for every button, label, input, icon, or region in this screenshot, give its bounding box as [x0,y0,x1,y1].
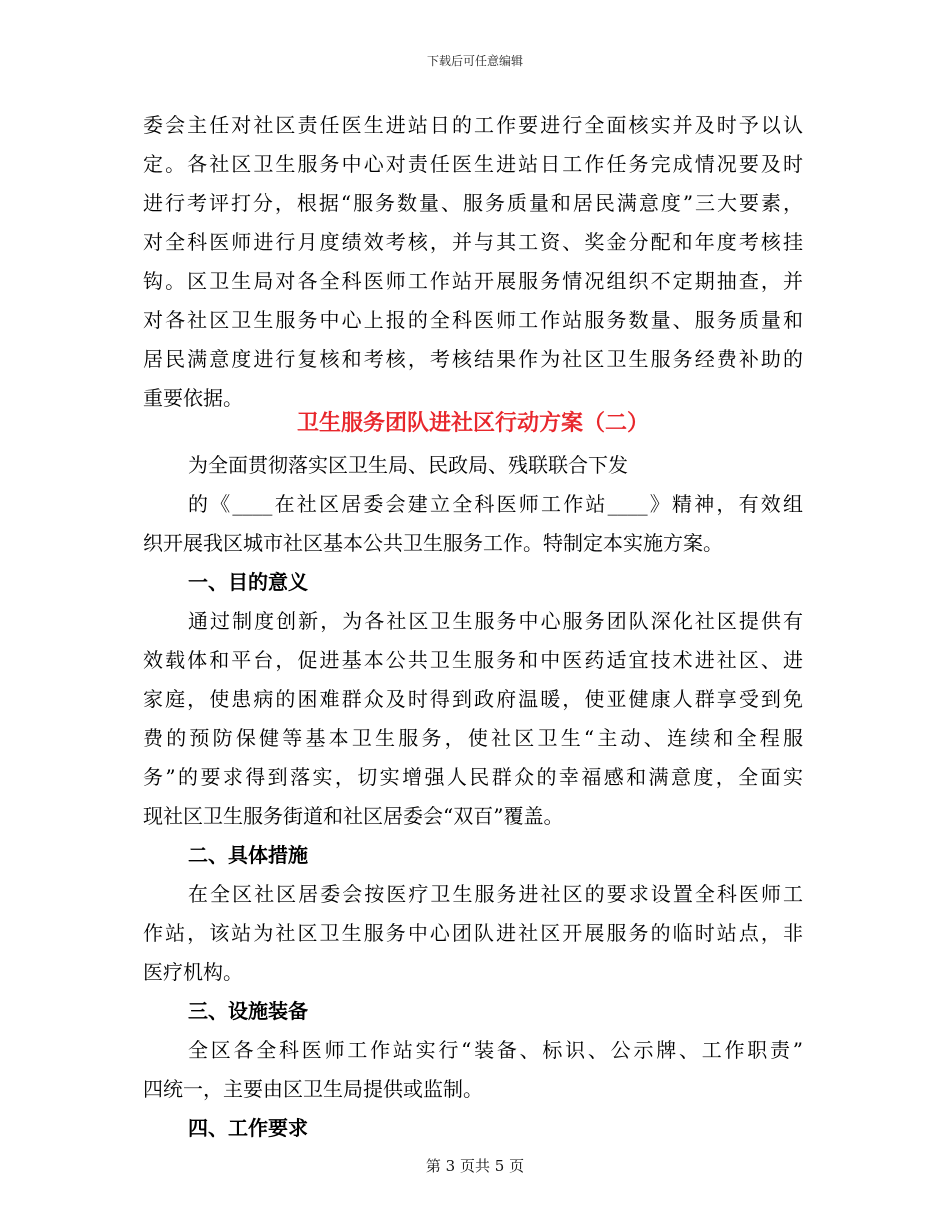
text-line: 的《____在社区居委会建立全科医师工作站____》精神，有效组 [188,492,803,516]
text-line: 现社区卫生服务街道和社区居委会“双百”覆盖。 [143,804,564,828]
text-line: 钩。区卫生局对各全科医师工作站开展服务情况组织不定期抽查，并 [143,269,803,293]
section-heading: 一、目的意义 [188,570,308,594]
text-line: 重要依据。 [143,386,243,410]
text-line: 进行考评打分，根据“服务数量、服务质量和居民满意度”三大要素， [143,191,803,215]
page-header: 下载后可任意编辑 [426,54,523,68]
text-line: 定。各社区卫生服务中心对责任医生进站日工作任务完成情况要及时 [143,152,803,176]
text-line: 对全科医师进行月度绩效考核，并与其工资、奖金分配和年度考核挂 [143,230,803,254]
document-title: 卫生服务团队进社区行动方案（二） [296,410,649,436]
text-line: 务”的要求得到落实，切实增强人民群众的幸福感和满意度，全面实 [143,765,803,789]
text-line: 家庭，使患病的困难群众及时得到政府温暖，使亚健康人群享受到免 [143,687,803,711]
text-line: 医疗机构。 [143,960,243,984]
text-line: 四统一，主要由区卫生局提供或监制。 [143,1077,483,1101]
text-line: 委会主任对社区责任医生进站日的工作要进行全面核实并及时予以认 [143,113,803,137]
section-heading: 四、工作要求 [188,1116,308,1140]
text-line: 对各社区卫生服务中心上报的全科医师工作站服务数量、服务质量和 [143,308,803,332]
text-line: 在全区社区居委会按医疗卫生服务进社区的要求设置全科医师工 [188,882,803,906]
section-heading: 三、设施装备 [188,999,308,1023]
text-line: 织开展我区城市社区基本公共卫生服务工作。特制定本实施方案。 [143,531,723,555]
text-line: 全区各全科医师工作站实行“装备、标识、公示牌、工作职责” [188,1038,803,1062]
text-line: 效载体和平台，促进基本公共卫生服务和中医药适宜技术进社区、进 [143,648,803,672]
page-footer: 第 3 页共 5 页 [425,1157,525,1175]
text-line: 费的预防保健等基本卫生服务，使社区卫生“主动、连续和全程服 [143,726,803,750]
text-line: 通过制度创新，为各社区卫生服务中心服务团队深化社区提供有 [188,609,803,633]
text-line: 为全面贯彻落实区卫生局、民政局、残联联合下发 [188,453,628,477]
text-line: 居民满意度进行复核和考核，考核结果作为社区卫生服务经费补助的 [143,347,803,371]
section-heading: 二、具体措施 [188,843,308,867]
text-line: 作站，该站为社区卫生服务中心团队进社区开展服务的临时站点，非 [143,921,803,945]
